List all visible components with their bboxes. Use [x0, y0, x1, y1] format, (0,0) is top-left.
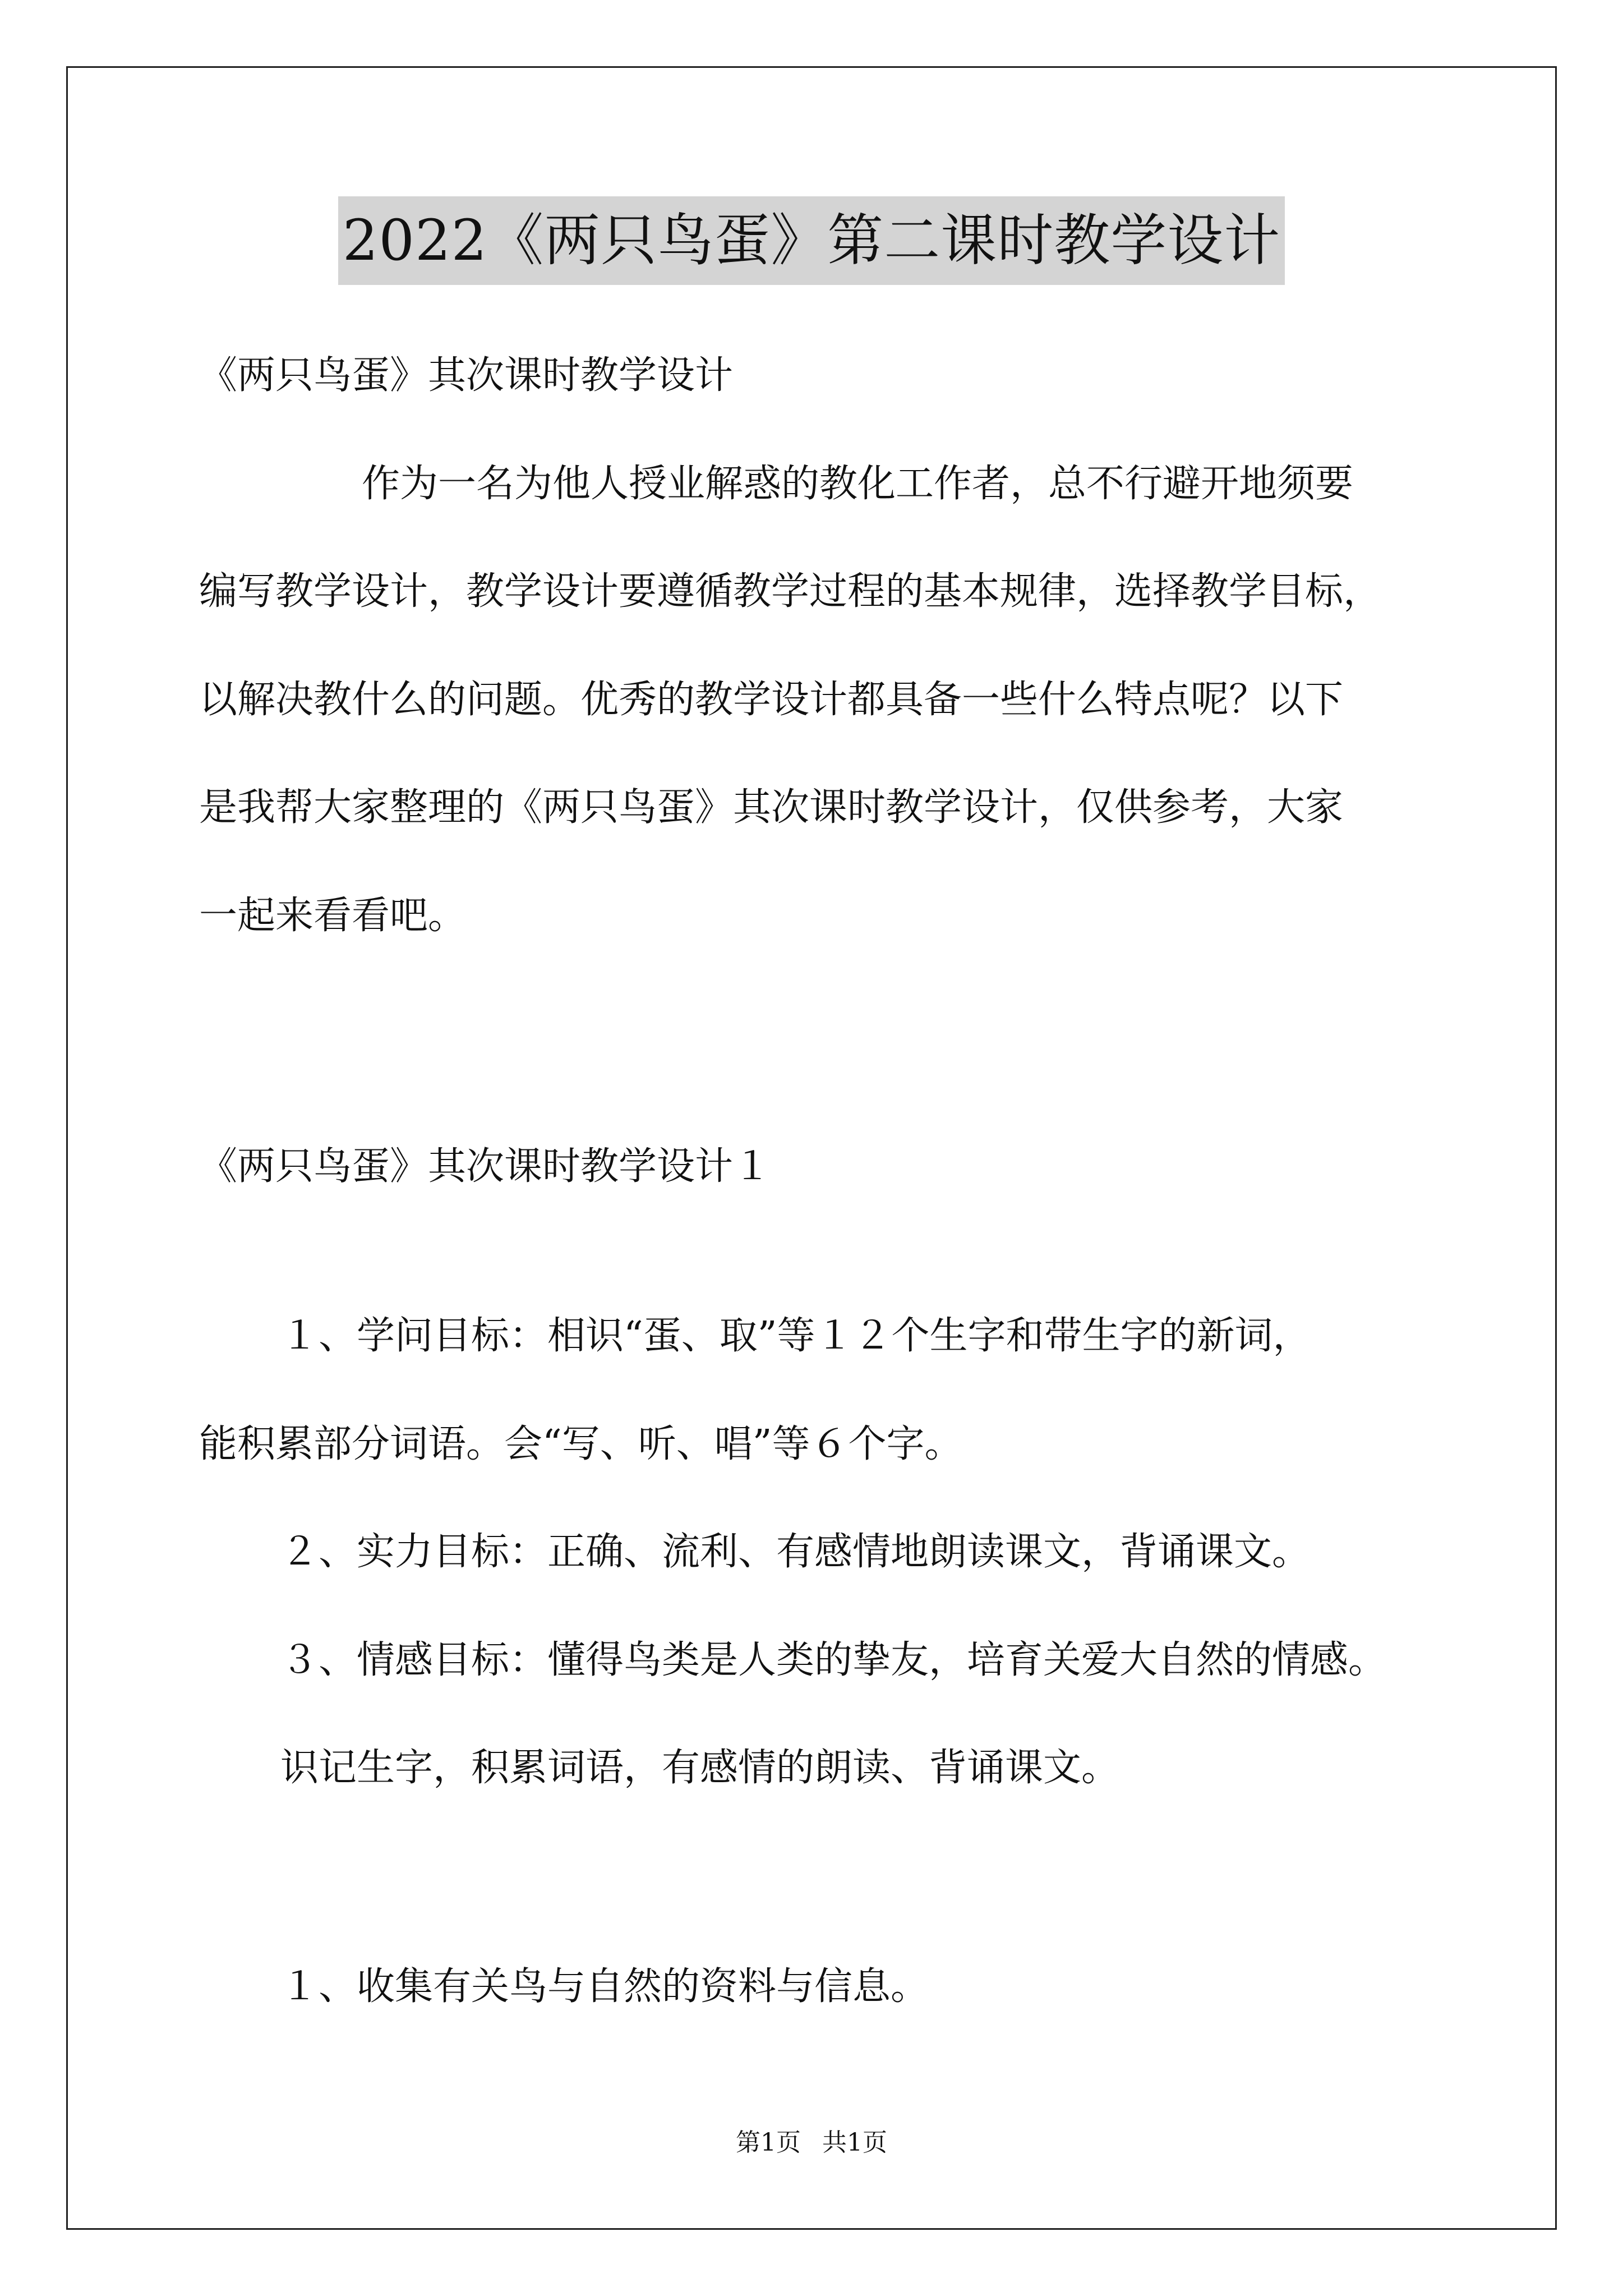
document-title: 2022《两只鸟蛋》第二课时教学设计: [338, 196, 1285, 285]
paragraph-line: 作为一名为他人授业解惑的教化工作者，总不行避开地须要: [362, 462, 1354, 506]
paragraph-line: 编写教学设计，教学设计要遵循教学过程的基本规律，选择教学目标，: [199, 569, 1382, 614]
paragraph-line: 识记生字，积累词语，有感情的朗读、背诵课文。: [280, 1746, 1120, 1790]
paragraph-line: ２、实力目标：正确、流利、有感情地朗读课文，背诵课文。: [280, 1530, 1311, 1574]
paragraph-line: １、收集有关鸟与自然的资料与信息。: [280, 1964, 929, 2009]
subtitle-line: 《两只鸟蛋》其次课时教学设计: [199, 353, 734, 398]
paragraph-line: 一起来看看吧。: [199, 894, 467, 938]
title-container: [0, 196, 1623, 285]
page-number: 第1页: [736, 2128, 801, 2157]
paragraph-line: 以解决教什么的问题。优秀的教学设计都具备一些什么特点呢？以下: [199, 678, 1344, 722]
section-heading: 《两只鸟蛋》其次课时教学设计１: [199, 1144, 772, 1189]
paragraph-line: １、学问目标：相识“蛋、取”等１２个生字和带生字的新词，: [280, 1314, 1311, 1358]
paragraph-line: 能积累部分词语。会“写、听、唱”等６个字。: [199, 1422, 963, 1466]
page-footer: [0, 2126, 1623, 2160]
paragraph-line: 是我帮大家整理的《两只鸟蛋》其次课时教学设计，仅供参考，大家: [199, 785, 1344, 830]
page-total: 共1页: [822, 2128, 887, 2157]
paragraph-line: ３、情感目标：懂得鸟类是人类的挚友，培育关爱大自然的情感。: [280, 1638, 1387, 1682]
